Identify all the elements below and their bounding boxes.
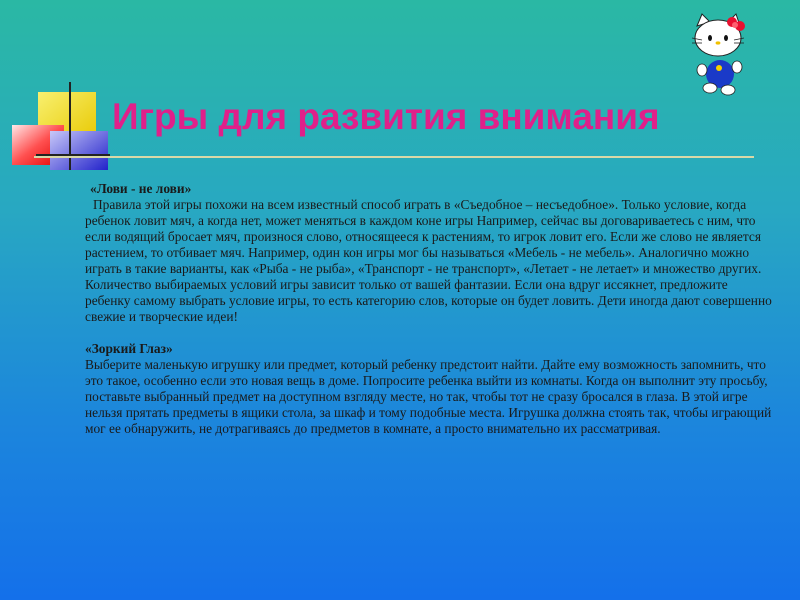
game2-text: Выберите маленькую игрушку или предмет, который ребенку предстоит найти. Дайте ему возможность запомнить, что это такое, особенно если это новая вещь в доме. Попросите ребенка выйти из комнаты. Когда он выполнит эту просьбу, поставьте выбранный предмет на доступном взгляду месте, но так, чтобы тот не сразу бросался в глаза. В этой игре нельзя прятать предметы в ящики стола, за шкаф и тому подобные места. Игрушка должна стоять так, чтобы играющий мог ее обнаружить, не дотрагиваясь до предметов в комнате, а просто внимательно их рассматривая. [85, 357, 772, 436]
hello-kitty-icon [688, 12, 748, 96]
game2-heading: «Зоркий Глаз» [85, 341, 173, 356]
game1-text: Правила этой игры похожи на всем известный способ играть в «Съедобное – несъедобное». Только условие, когда ребенок ловит мяч, а когда нет, может меняться в каждом коне игры Например, сейчас вы договариваетесь с ним, что если водящий бросает мяч, произнося слово, относящееся к растениям, то игрок ловит его. Если же слово не является растением, то отбивает мяч. Например, один кон игры мог бы называться «Мебель - не мебель». Аналогично можно играть в такие варианты, как «Рыба - не рыба», «Транспорт - не транспорт», «Летает - не летает» и множество других. Количество выбираемых условий игры зависит только от вашей фантазии. Если она вдруг иссякнет, предложите ребенку самому выбрать условие игры, то есть категорию слов, которые он будет ловить. Дети иногда дают совершенно свежие и творческие идеи! [85, 197, 772, 324]
slide-content [85, 181, 775, 437]
colored-squares-decoration [0, 0, 130, 170]
game1-heading: «Лови - не лови» [90, 181, 192, 196]
slide-title: Игры для развития внимания [112, 96, 660, 137]
title-divider [34, 156, 754, 158]
